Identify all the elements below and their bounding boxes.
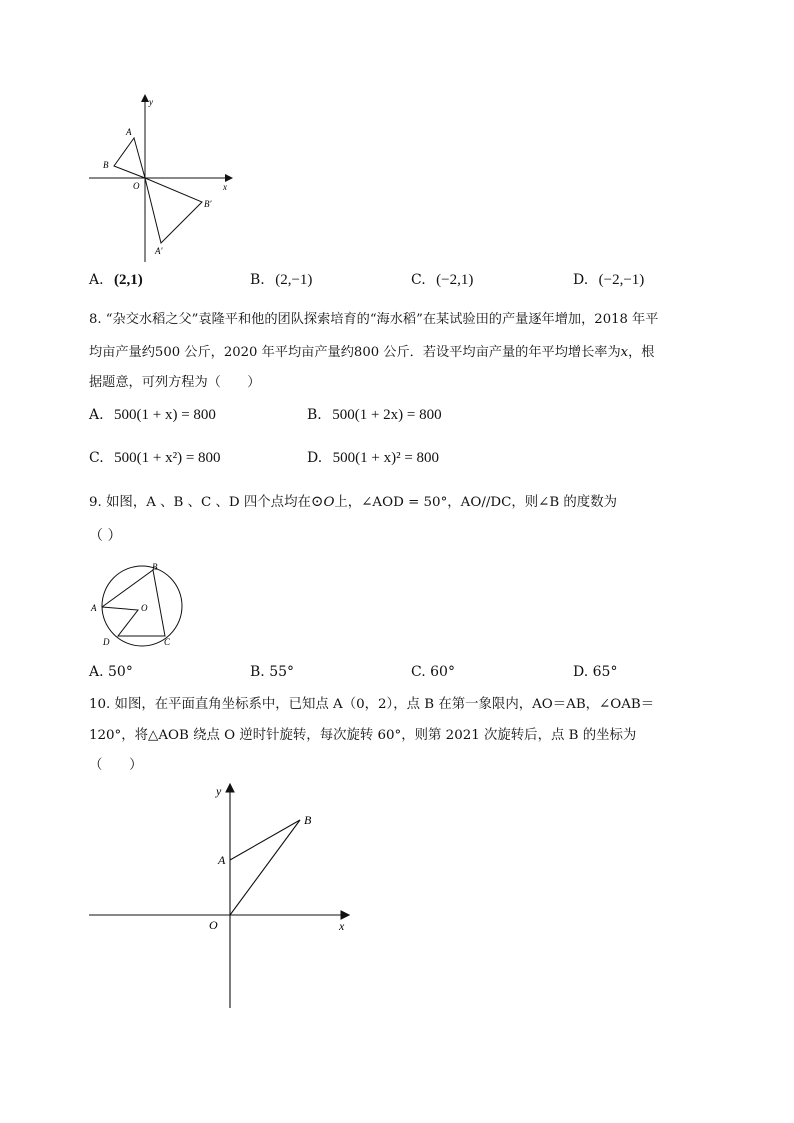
- q10-label-a: A: [218, 853, 226, 867]
- q10-label-b: B: [304, 813, 312, 827]
- q7-option-c[interactable]: C. (−2,1): [411, 272, 474, 288]
- q7-option-d[interactable]: D. (−2,−1): [573, 272, 645, 288]
- q10-figure: [85, 780, 360, 1010]
- q8-option-c[interactable]: C. 500(1 + x²) = 800: [89, 450, 221, 466]
- q9-option-d[interactable]: D. 65°: [573, 664, 618, 680]
- q7-option-a[interactable]: A. (2,1): [89, 272, 143, 288]
- q7-triangle-a2ob2: [145, 178, 202, 243]
- q7-label-a: A: [126, 127, 132, 137]
- q7-option-b[interactable]: B. (2,−1): [250, 272, 313, 288]
- q7-label-b: B: [103, 160, 109, 170]
- q7-label-b2: B': [204, 199, 212, 209]
- q9-label-b: B: [152, 562, 158, 572]
- q9-stem-line2: （ ）: [89, 528, 122, 544]
- q9-stem-line1: 9. 如图，A 、B 、C 、D 四个点均在⊙O上，∠AOD = 50°，AO//DC，则∠B 的度数为: [89, 492, 617, 510]
- q10-segment-ab: [230, 820, 300, 860]
- q8-stem-line2: 均亩产量约500 公斤，2020 年平均亩产量约800 公斤．若设平均亩产量的年平均增长率为x，根: [89, 345, 655, 360]
- q10-label-o: O: [209, 918, 218, 932]
- q9-label-o: O: [141, 603, 148, 613]
- q8-option-a[interactable]: A. 500(1 + x) = 800: [89, 407, 216, 423]
- q8-option-b[interactable]: B. 500(1 + 2x) = 800: [307, 407, 442, 423]
- q7-label-y: y: [149, 97, 153, 107]
- q7-label-o: O: [133, 181, 140, 191]
- q8-stem-line1: 8. “杂交水稻之父”袁隆平和他的团队探索培育的“海水稻”在某试验田的产量逐年增加，2018 年平: [89, 312, 659, 327]
- q10-segment-ob: [230, 820, 300, 915]
- q7-triangle-aob: [114, 138, 145, 178]
- q9-label-c: C: [164, 637, 171, 647]
- q10-label-y: y: [216, 784, 222, 798]
- q7-label-a2: A': [155, 246, 163, 256]
- q10-stem-line3: （ ）: [89, 758, 143, 773]
- q9-label-a: A: [91, 603, 97, 613]
- q10-stem-line2: 120°，将△AOB 绕点 O 逆时针旋转，每次旋转 60°，则第 2021 次旋转后，点 B 的坐标为: [89, 728, 637, 743]
- q7-figure: [85, 92, 245, 264]
- q10-label-x: x: [339, 919, 345, 933]
- q9-option-a[interactable]: A. 50°: [89, 664, 133, 680]
- q10-stem-line1: 10. 如图，在平面直角坐标系中，已知点 A（0，2），点 B 在第一象限内，AO＝AB，∠OAB＝: [89, 697, 655, 712]
- q9-option-b[interactable]: B. 55°: [250, 664, 295, 680]
- q8-option-d[interactable]: D. 500(1 + x)² = 800: [307, 450, 440, 466]
- q8-stem-line3: 据题意，可列方程为（ ）: [89, 375, 261, 390]
- q9-figure: [85, 558, 195, 653]
- q7-label-x: x: [223, 182, 227, 192]
- q9-label-d: D: [103, 637, 110, 647]
- q9-option-c[interactable]: C. 60°: [411, 664, 455, 680]
